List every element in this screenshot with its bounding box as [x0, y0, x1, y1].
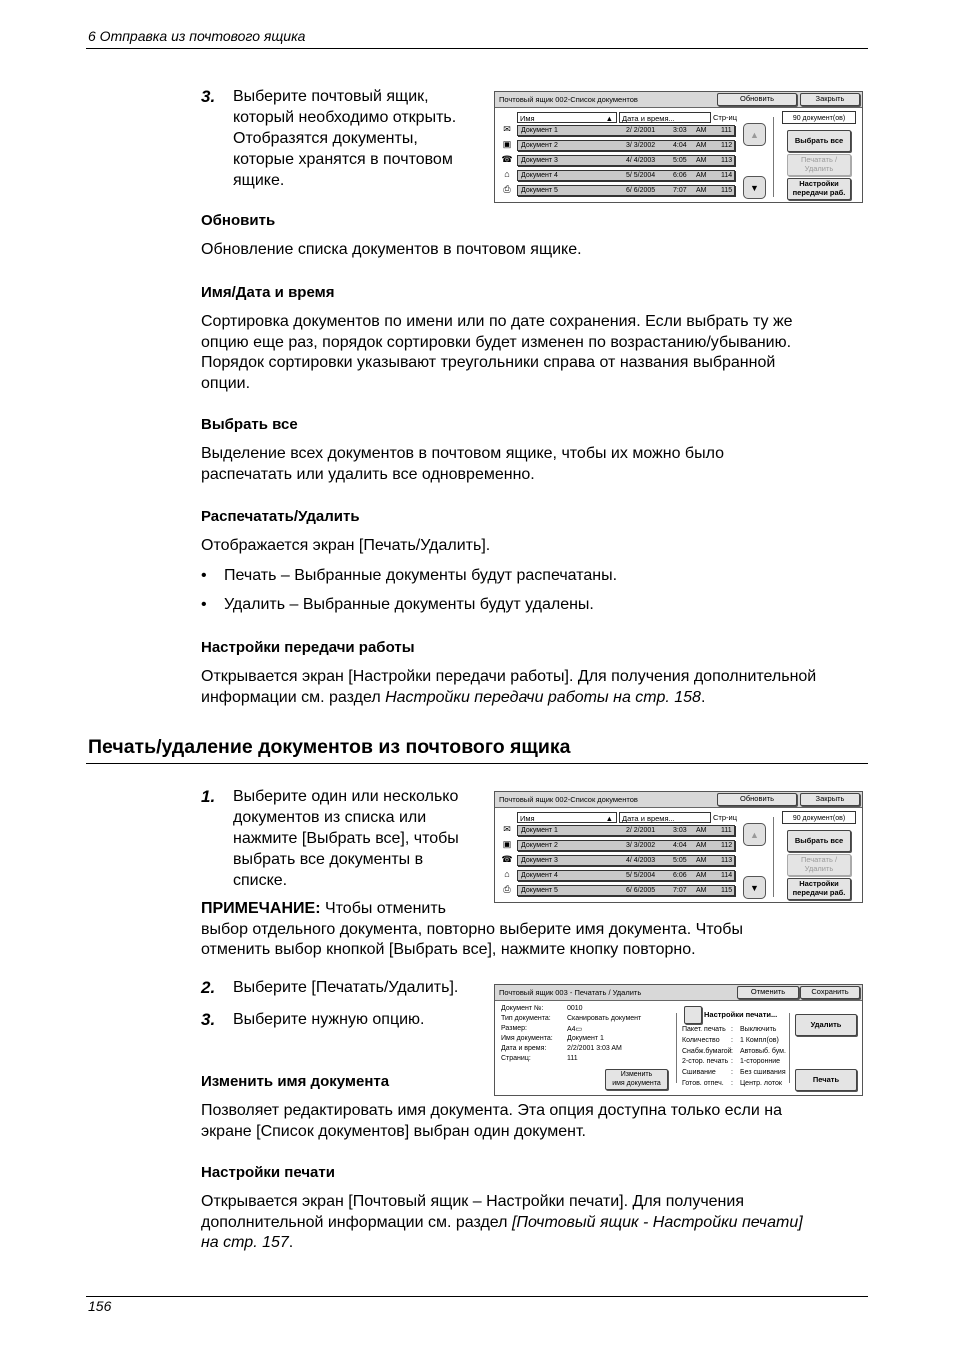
document-pages: 112	[721, 142, 733, 149]
text: .	[288, 1234, 294, 1251]
cross-reference-link[interactable]: на стр. 157	[201, 1234, 289, 1251]
document-pages: 112	[721, 842, 733, 849]
para-line: экране [Список документов] выбран один документ.	[201, 1122, 586, 1140]
setting-label: Сшивание	[682, 1069, 716, 1077]
divider	[773, 817, 774, 897]
arrow-up-icon: ▲	[750, 829, 759, 840]
info-label: Документ №:	[501, 1005, 544, 1012]
print-delete-screen	[494, 984, 863, 1096]
document-row[interactable]	[517, 870, 735, 881]
phone-icon: ☎	[501, 154, 513, 164]
info-label: Имя документа:	[501, 1035, 553, 1042]
document-name: Документ 4	[521, 872, 558, 879]
print-settings-label: Настройки печати...	[704, 1010, 778, 1019]
paragraph	[201, 312, 793, 394]
col-pages-label: Стр-иц	[713, 813, 738, 822]
document-date: 2/ 2/2001	[626, 827, 656, 834]
btn-line: Изменить	[620, 1071, 653, 1079]
info-value: Документ 1	[567, 1035, 604, 1042]
document-time: 6:06	[673, 172, 687, 179]
printer-icon: ⎙	[503, 184, 511, 194]
bullet-text: Печать – Выбранные документы будут распечатаны.	[224, 567, 618, 584]
note	[201, 899, 743, 961]
para-line: Позволяет редактировать имя документа. Эта опция доступна только если на	[201, 1102, 783, 1119]
step-line: которые хранятся в почтовом	[233, 151, 453, 168]
sort-by-name-button[interactable]	[517, 112, 617, 123]
subheading-select-all: Выбрать все	[201, 416, 298, 433]
screen-title: Почтовый ящик 003 - Печатать / Удалить	[499, 988, 642, 997]
step-line: который необходимо открыть.	[233, 109, 457, 126]
document-row[interactable]	[517, 185, 735, 196]
document-time: 3:03	[673, 827, 687, 834]
step-line: Выберите один или несколько	[233, 788, 459, 805]
document-date: 5/ 5/2004	[626, 172, 656, 179]
bullet-icon: •	[201, 567, 207, 584]
select-all-button[interactable]: Выбрать все	[787, 130, 851, 152]
scroll-up-button[interactable]	[743, 123, 766, 146]
chapter-header: 6 Отправка из почтового ящика	[88, 28, 306, 44]
bullet-icon: •	[201, 596, 207, 613]
cross-reference-link[interactable]: Настройки передачи работы на стр. 158	[385, 688, 701, 706]
setting-label: Количество	[682, 1036, 720, 1044]
document-name: Документ 3	[521, 157, 558, 164]
job-settings-button[interactable]	[787, 878, 851, 900]
document-date: 5/ 5/2004	[626, 872, 656, 879]
document-ampm: AM	[696, 142, 707, 149]
paragraph	[201, 1192, 803, 1254]
para-line: распечатать или удалить все одновременно.	[201, 465, 535, 483]
para-line: Сортировка документов по имени или по дате сохранения. Если выбрать ту же	[201, 313, 793, 330]
cross-reference-link[interactable]: [Почтовый ящик - Настройки печати]	[511, 1213, 803, 1231]
document-ampm: AM	[696, 172, 707, 179]
step-number: 3.	[201, 87, 216, 106]
document-time: 4:04	[673, 842, 687, 849]
document-pages: 113	[721, 157, 733, 164]
document-name: Документ 4	[521, 172, 558, 179]
select-all-button[interactable]: Выбрать все	[787, 830, 851, 852]
btn-line: имя документа	[612, 1079, 661, 1087]
document-ampm: AM	[696, 157, 707, 164]
scroll-down-button[interactable]	[743, 176, 766, 199]
note-text: Чтобы отменить	[320, 900, 447, 917]
document-ampm: AM	[696, 827, 707, 834]
divider	[676, 1013, 677, 1083]
para-line: Выделение всех документов в почтовом ящике, чтобы их можно было	[201, 445, 724, 462]
document-name: Документ 1	[521, 127, 558, 134]
doc-list-screen-2	[494, 791, 863, 903]
step-text	[233, 86, 456, 191]
setting-label: Снабж.бумагой	[682, 1047, 732, 1055]
info-label: Дата и время:	[501, 1045, 547, 1052]
arrow-up-icon: ▲	[750, 129, 759, 140]
bullet-item	[201, 596, 594, 614]
screen-title: Почтовый ящик 002-Список документов	[499, 95, 638, 104]
subheading-job-settings: Настройки передачи работы	[201, 639, 415, 656]
info-value: Сканировать документ	[567, 1015, 642, 1022]
subheading-print-delete: Распечатать/Удалить	[201, 508, 360, 525]
sort-asc-icon: ▲	[605, 114, 613, 123]
subheading-print-settings: Настройки печати	[201, 1164, 335, 1181]
subheading-rename: Изменить имя документа	[201, 1073, 390, 1090]
para-line	[201, 1233, 803, 1254]
separator: :	[731, 1080, 733, 1087]
document-row[interactable]	[517, 170, 735, 181]
cancel-button[interactable]: Отменить	[737, 986, 799, 999]
para-line	[201, 1213, 803, 1234]
btn-line: передачи раб.	[792, 188, 846, 197]
document-row[interactable]	[517, 855, 735, 866]
document-name: Документ 5	[521, 887, 558, 894]
phone-icon: ☎	[501, 854, 513, 864]
step-number: 2.	[201, 978, 216, 997]
btn-line: Настройки	[799, 179, 839, 189]
sort-asc-icon: ▲	[605, 814, 613, 823]
separator: :	[731, 1047, 733, 1055]
document-date: 4/ 4/2003	[626, 857, 656, 864]
step-line: документов из списка или	[233, 809, 427, 826]
mail-icon: ✉	[503, 124, 511, 134]
subheading-refresh: Обновить	[201, 212, 276, 229]
info-value: 0010	[567, 1005, 583, 1012]
separator: :	[731, 1069, 733, 1077]
paragraph	[201, 444, 724, 485]
document-time: 6:06	[673, 872, 687, 879]
page-number: 156	[88, 1298, 112, 1314]
document-name: Документ 5	[521, 187, 558, 194]
step-number: 1.	[201, 787, 216, 806]
document-row[interactable]	[517, 825, 735, 836]
document-date: 3/ 3/2002	[626, 142, 656, 149]
print-delete-button[interactable]	[787, 854, 851, 876]
bullet-text: Удалить – Выбранные документы будут удалены.	[224, 596, 594, 613]
step-line: выбрать все документы в	[233, 851, 424, 868]
paragraph	[201, 667, 816, 708]
divider	[773, 117, 774, 197]
para-line: Порядок сортировки указывают треугольники справа от названия выбранной	[201, 354, 776, 371]
para-line: Открывается экран [Настройки передачи работы]. Для получения дополнительной	[201, 668, 817, 685]
document-ampm: AM	[696, 887, 707, 894]
col-name-label: Имя	[520, 114, 535, 123]
setting-value: 1 Компл(ов)	[740, 1036, 779, 1044]
info-label: Страниц:	[501, 1055, 531, 1062]
document-ampm: AM	[696, 857, 707, 864]
document-date: 6/ 6/2005	[626, 887, 656, 894]
document-pages: 113	[721, 857, 733, 864]
setting-value: Автовыб. бум.	[740, 1047, 786, 1055]
btn-line: передачи раб.	[792, 888, 846, 897]
step-text	[233, 786, 459, 891]
para-line	[201, 688, 816, 709]
print-delete-button[interactable]	[787, 154, 851, 176]
btn-line: Настройки	[799, 879, 839, 889]
para-line: опции.	[201, 374, 251, 392]
document-name: Документ 2	[521, 142, 558, 149]
document-name: Документ 2	[521, 842, 558, 849]
setting-label: Готов. отпеч.	[682, 1080, 724, 1087]
document-ampm: AM	[696, 872, 707, 879]
setting-value: Выключить	[740, 1026, 777, 1033]
note-line: выбор отдельного документа, повторно выберите имя документа. Чтобы	[201, 920, 743, 938]
mail-icon: ✉	[503, 824, 511, 834]
document-time: 5:05	[673, 857, 687, 864]
text: дополнительной информации см. раздел	[201, 1213, 512, 1231]
document-name: Документ 3	[521, 857, 558, 864]
setting-label: Пакет. печать	[682, 1026, 726, 1033]
setting-value: 1-сторонние	[740, 1058, 781, 1066]
close-button[interactable]: Закрыть	[800, 793, 860, 806]
scan-icon: ▣	[502, 839, 512, 849]
sort-by-date-button[interactable]: Дата и время...	[619, 812, 711, 823]
document-pages: 111	[721, 827, 732, 834]
header-rule	[86, 48, 868, 49]
para-line: опцию еще раз, порядок сортировки будет изменен по возрастанию/убыванию.	[201, 333, 792, 351]
document-time: 7:07	[673, 887, 687, 894]
text: информации см. раздел	[201, 688, 386, 706]
document-row[interactable]	[517, 840, 735, 851]
paragraph	[201, 1101, 782, 1142]
note-line	[201, 899, 743, 920]
rename-document-button[interactable]	[605, 1069, 668, 1090]
setting-value: Без сшивания	[740, 1069, 786, 1077]
document-count: 90 документ(ов)	[782, 811, 856, 824]
col-name-label: Имя	[520, 814, 535, 823]
document-row[interactable]	[517, 155, 735, 166]
setting-value: Центр. лоток	[740, 1080, 782, 1087]
bullet-item	[201, 567, 617, 585]
refresh-button[interactable]: Обновить	[717, 793, 797, 806]
step-text: Выберите нужную опцию.	[233, 1011, 425, 1028]
para-line: Открывается экран [Почтовый ящик – Настройки печати]. Для получения	[201, 1193, 744, 1210]
document-time: 7:07	[673, 187, 687, 194]
info-label: Тип документа:	[501, 1015, 551, 1022]
document-time: 5:05	[673, 157, 687, 164]
document-row[interactable]	[517, 125, 735, 136]
section-heading: Печать/удаление документов из почтового ящика	[88, 736, 571, 758]
note-line: отменить выбор кнопкой [Выбрать все], нажмите кнопку повторно.	[201, 941, 696, 958]
mailbox-icon: ⌂	[504, 869, 510, 879]
document-date: 4/ 4/2003	[626, 157, 656, 164]
print-settings-button[interactable]	[684, 1006, 702, 1024]
document-row[interactable]	[517, 885, 735, 896]
document-row[interactable]	[517, 140, 735, 151]
step-line: списке.	[233, 872, 288, 889]
document-pages: 114	[721, 872, 733, 879]
info-value: 2/2/2001 3:03 AM	[567, 1045, 622, 1052]
info-label: Размер:	[501, 1025, 528, 1032]
document-pages: 115	[721, 887, 733, 894]
step-line: Отобразятся документы,	[233, 130, 418, 147]
info-value: A4▭	[567, 1026, 583, 1033]
mailbox-icon: ⌂	[504, 169, 510, 179]
step-line: нажмите [Выбрать все], чтобы	[233, 830, 459, 847]
screen-title: Почтовый ящик 002-Список документов	[499, 795, 638, 804]
document-date: 6/ 6/2005	[626, 187, 656, 194]
btn-line: Печатать /	[800, 155, 838, 165]
delete-button[interactable]: Удалить	[795, 1014, 857, 1036]
step-number: 3.	[201, 1010, 216, 1029]
document-ampm: AM	[696, 187, 707, 194]
btn-line: Удалить	[804, 164, 834, 173]
document-count: 90 документ(ов)	[782, 111, 856, 124]
document-date: 3/ 3/2002	[626, 842, 656, 849]
paragraph: Отображается экран [Печать/Удалить].	[201, 537, 491, 554]
btn-line: Удалить	[804, 864, 834, 873]
scroll-down-button[interactable]	[743, 876, 766, 899]
divider	[789, 1013, 790, 1083]
doc-list-screen	[494, 91, 863, 203]
document-time: 4:04	[673, 142, 687, 149]
text: .	[700, 688, 706, 706]
refresh-button[interactable]: Обновить	[717, 93, 797, 106]
heading-rule	[86, 763, 868, 764]
document-name: Документ 1	[521, 827, 558, 834]
document-ampm: AM	[696, 127, 707, 134]
setting-label: 2-стор. печать	[682, 1058, 729, 1066]
arrow-down-icon: ▼	[750, 182, 759, 193]
separator: :	[731, 1036, 733, 1044]
job-settings-button[interactable]	[787, 178, 851, 200]
arrow-down-icon: ▼	[750, 882, 759, 893]
document-pages: 111	[721, 127, 732, 134]
close-button[interactable]: Закрыть	[800, 93, 860, 106]
footer-rule	[86, 1296, 868, 1297]
note-label: ПРИМЕЧАНИЕ:	[201, 900, 321, 917]
save-button[interactable]: Сохранить	[800, 986, 860, 999]
step-line: ящике.	[233, 172, 285, 189]
col-pages-label: Стр-иц	[713, 113, 738, 122]
btn-line: Печатать /	[800, 855, 838, 865]
paragraph	[201, 240, 582, 261]
document-pages: 114	[721, 172, 733, 179]
scroll-up-button[interactable]	[743, 823, 766, 846]
para-line: Обновление списка документов в почтовом ящике.	[201, 241, 582, 258]
separator: :	[731, 1026, 733, 1033]
sort-by-name-button[interactable]	[517, 812, 617, 823]
info-value: 111	[567, 1055, 578, 1062]
subheading-sort: Имя/Дата и время	[201, 284, 335, 301]
step-line: Выберите почтовый ящик,	[233, 88, 429, 105]
separator: :	[731, 1058, 733, 1066]
print-button[interactable]: Печать	[795, 1069, 857, 1091]
sort-by-date-button[interactable]: Дата и время...	[619, 112, 711, 123]
document-date: 2/ 2/2001	[626, 127, 656, 134]
step-text: Выберите [Печатать/Удалить].	[233, 979, 459, 996]
document-pages: 115	[721, 187, 733, 194]
document-time: 3:03	[673, 127, 687, 134]
printer-icon: ⎙	[503, 884, 511, 894]
document-ampm: AM	[696, 842, 707, 849]
scan-icon: ▣	[502, 139, 512, 149]
